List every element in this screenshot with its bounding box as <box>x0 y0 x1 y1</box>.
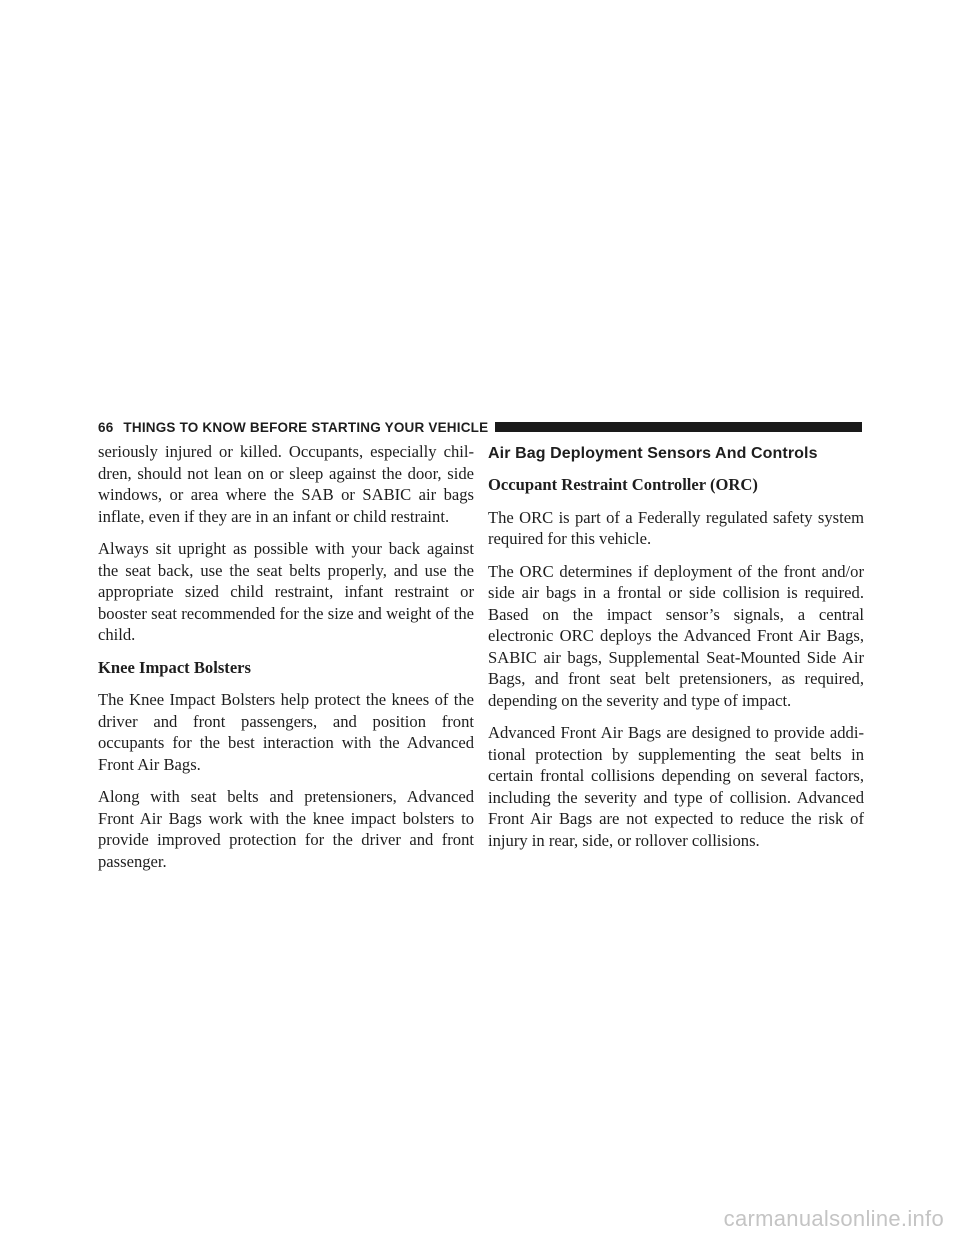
watermark: carmanualsonline.info <box>723 1206 944 1231</box>
paragraph-sit-upright: Always sit upright as possible with your back against the seat back, use the seat belts properly, and use the appropriate sized child restraint, infant restraint or booster seat recommended for the size and weight of the child. <box>98 539 474 644</box>
heading-deployment-sensors: Air Bag Deployment Sensors And Controls <box>488 445 818 462</box>
page-header <box>98 418 862 436</box>
subheading-knee-impact-bolsters: Knee Impact Bolsters <box>98 657 252 677</box>
right-column <box>488 441 864 862</box>
paragraph-advanced-front-air-bags: Advanced Front Air Bags are designed to provide addi-tional protection by supplementing the seat belts in certain frontal collisions depending on several factors, including the severity and type of collision. Advanced Front Air Bags are not expected to reduce the risk of injury in rear, side, or rollover collisions. <box>488 723 864 850</box>
paragraph-pretensioners: Along with seat belts and pretensioners, Advanced Front Air Bags work with the knee impact bolsters to provide improved protection for the driver and front passenger. <box>98 787 474 871</box>
section-title: THINGS TO KNOW BEFORE STARTING YOUR VEHICLE <box>123 419 489 435</box>
paragraph-occupants-warning: seriously injured or killed. Occupants, especially chil-dren, should not lean on or sleep against the door, side windows, or area where the SAB or SABIC air bags inflate, even if they are in an infant or child restraint. <box>98 442 474 526</box>
left-column <box>98 441 474 883</box>
page-number: 66 <box>98 419 114 435</box>
paragraph-knee-bolsters: The Knee Impact Bolsters help protect the knees of the driver and front passengers, and position front occupants for the best interaction with the Advanced Front Air Bags. <box>98 690 474 774</box>
header-rule <box>495 422 862 432</box>
paragraph-orc-determines: The ORC determines if deployment of the front and/or side air bags in a frontal or side collision is required. Based on the impact sensor’s signals, a central electronic ORC deploys the Advanced Front Air Bags, SABIC air bags, Supplemental Seat-Mounted Side Air Bags, and front seat belt pretensioners, as required, depending on the severity and type of impact. <box>488 561 864 710</box>
subheading-orc: Occupant Restraint Controller (ORC) <box>488 475 758 494</box>
paragraph-orc-regulated: The ORC is part of a Federally regulated safety system required for this vehicle. <box>488 507 864 548</box>
